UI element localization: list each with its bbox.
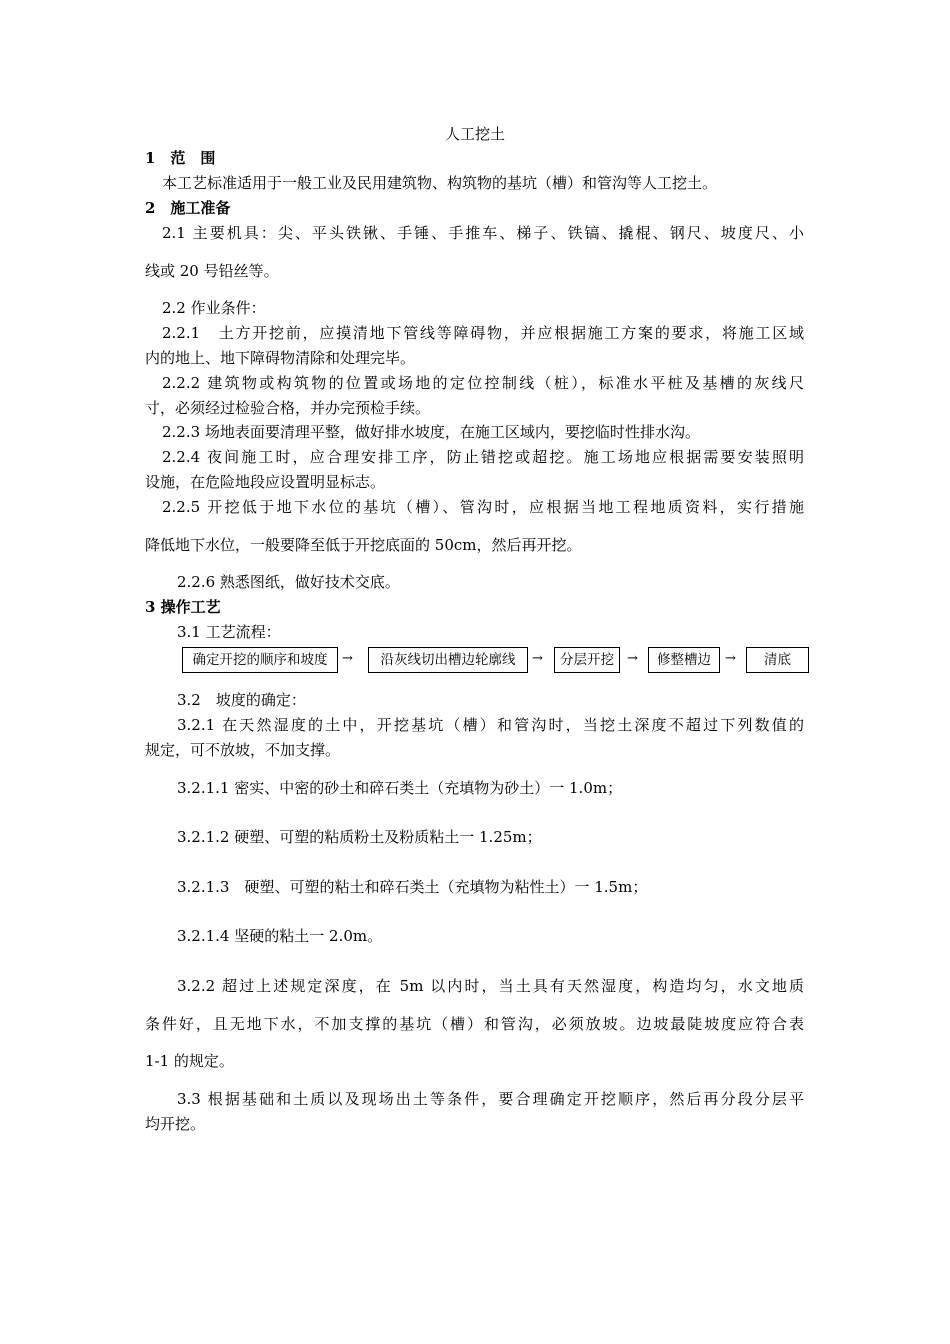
page-title: 人工挖土 [444, 125, 505, 143]
para-2-2-6: 2.2.6 熟悉图纸，做好技术交底。 [177, 573, 400, 591]
section-2-heading: 2 施工准备 [145, 199, 231, 217]
para-3-2-1-1: 3.2.1.1 密实、中密的砂土和碎石类土（充填物为砂土）一 1.0m； [177, 779, 623, 797]
flow-step-5: 清底 [746, 647, 809, 673]
flow-arrow-icon: → [627, 651, 638, 666]
para-2-2-5-line-1: 2.2.5 开挖低于地下水位的基坑（槽）、管沟时，应根据当地工程地质资料，实行措施 [162, 498, 804, 516]
flow-step-4: 修整槽边 [648, 647, 720, 673]
flow-step-2: 沿灰线切出槽边轮廓线 [368, 647, 528, 673]
flow-step-3: 分层开挖 [554, 647, 620, 673]
para-2-1-line-2: 线或 20 号铅丝等。 [145, 262, 279, 280]
para-2-2-4-line-2: 设施，在危险地段应设置明显标志。 [145, 473, 386, 491]
para-3-2-2-line-1: 3.2.2 超过上述规定深度，在 5m 以内时，当土具有天然湿度，构造均匀，水文地质 [177, 977, 804, 995]
para-3-2-1-line-1: 3.2.1 在天然湿度的土中，开挖基坑（槽）和管沟时，当挖土深度不超过下列数值的 [177, 716, 804, 734]
para-3-2: 3.2 坡度的确定： [177, 691, 306, 709]
para-3-2-1-2: 3.2.1.2 硬塑、可塑的粘质粉土及粉质粘土一 1.25m； [177, 828, 542, 846]
section-3-heading: 3 操作工艺 [145, 598, 221, 616]
flow-arrow-icon: → [342, 651, 353, 666]
para-3-2-1-line-2: 规定，可不放坡，不加支撑。 [145, 741, 341, 759]
flow-arrow-icon: → [725, 651, 736, 666]
para-2-2-5-line-2: 降低地下水位，一般要降至低于开挖底面的 50cm，然后再开挖。 [145, 536, 582, 554]
para-2-2-1-line-1: 2.2.1 土方开挖前，应摸清地下管线等障碍物，并应根据施工方案的要求，将施工区域 [162, 324, 804, 342]
section-1-body: 本工艺标准适用于一般工业及民用建筑物、构筑物的基坑（槽）和管沟等人工挖土。 [162, 174, 718, 192]
flow-arrow-icon: → [532, 651, 543, 666]
para-2-2-1-line-2: 内的地上、地下障碍物清除和处理完毕。 [145, 349, 416, 367]
para-3-2-1-3: 3.2.1.3 硬塑、可塑的粘土和碎石类土（充填物为粘性土）一 1.5m； [177, 878, 648, 896]
para-2-2-4-line-1: 2.2.4 夜间施工时，应合理安排工序，防止错挖或超挖。施工场地应根据需要安装照明 [162, 448, 804, 466]
para-2-1-line-1: 2.1 主要机具：尖、平头铁锹、手锤、手推车、梯子、铁镐、撬棍、钢尺、坡度尺、小 [162, 224, 804, 242]
para-2-2: 2.2 作业条件： [162, 299, 266, 317]
section-1-heading: 1 范 围 [145, 149, 216, 167]
para-2-2-3: 2.2.3 场地表面要清理平整，做好排水坡度，在施工区域内，要挖临时性排水沟。 [162, 423, 700, 441]
para-3-1: 3.1 工艺流程： [177, 623, 281, 641]
para-3-2-1-4: 3.2.1.4 坚硬的粘土一 2.0m。 [177, 927, 383, 945]
para-3-3-line-2: 均开挖。 [145, 1115, 206, 1133]
para-3-2-2-line-3: 1-1 的规定。 [145, 1052, 234, 1070]
para-3-3-line-1: 3.3 根据基础和土质以及现场出土等条件，要合理确定开挖顺序，然后再分段分层平 [177, 1090, 804, 1108]
para-2-2-2-line-2: 寸，必须经过检验合格，并办完预检手续。 [145, 399, 431, 417]
para-3-2-2-line-2: 条件好，且无地下水，不加支撑的基坑（槽）和管沟，必须放坡。边坡最陡坡度应符合表 [145, 1015, 804, 1033]
para-2-2-2-line-1: 2.2.2 建筑物或构筑物的位置或场地的定位控制线（桩），标准水平桩及基槽的灰线尺 [162, 374, 804, 392]
flow-step-1: 确定开挖的顺序和坡度 [182, 647, 338, 673]
